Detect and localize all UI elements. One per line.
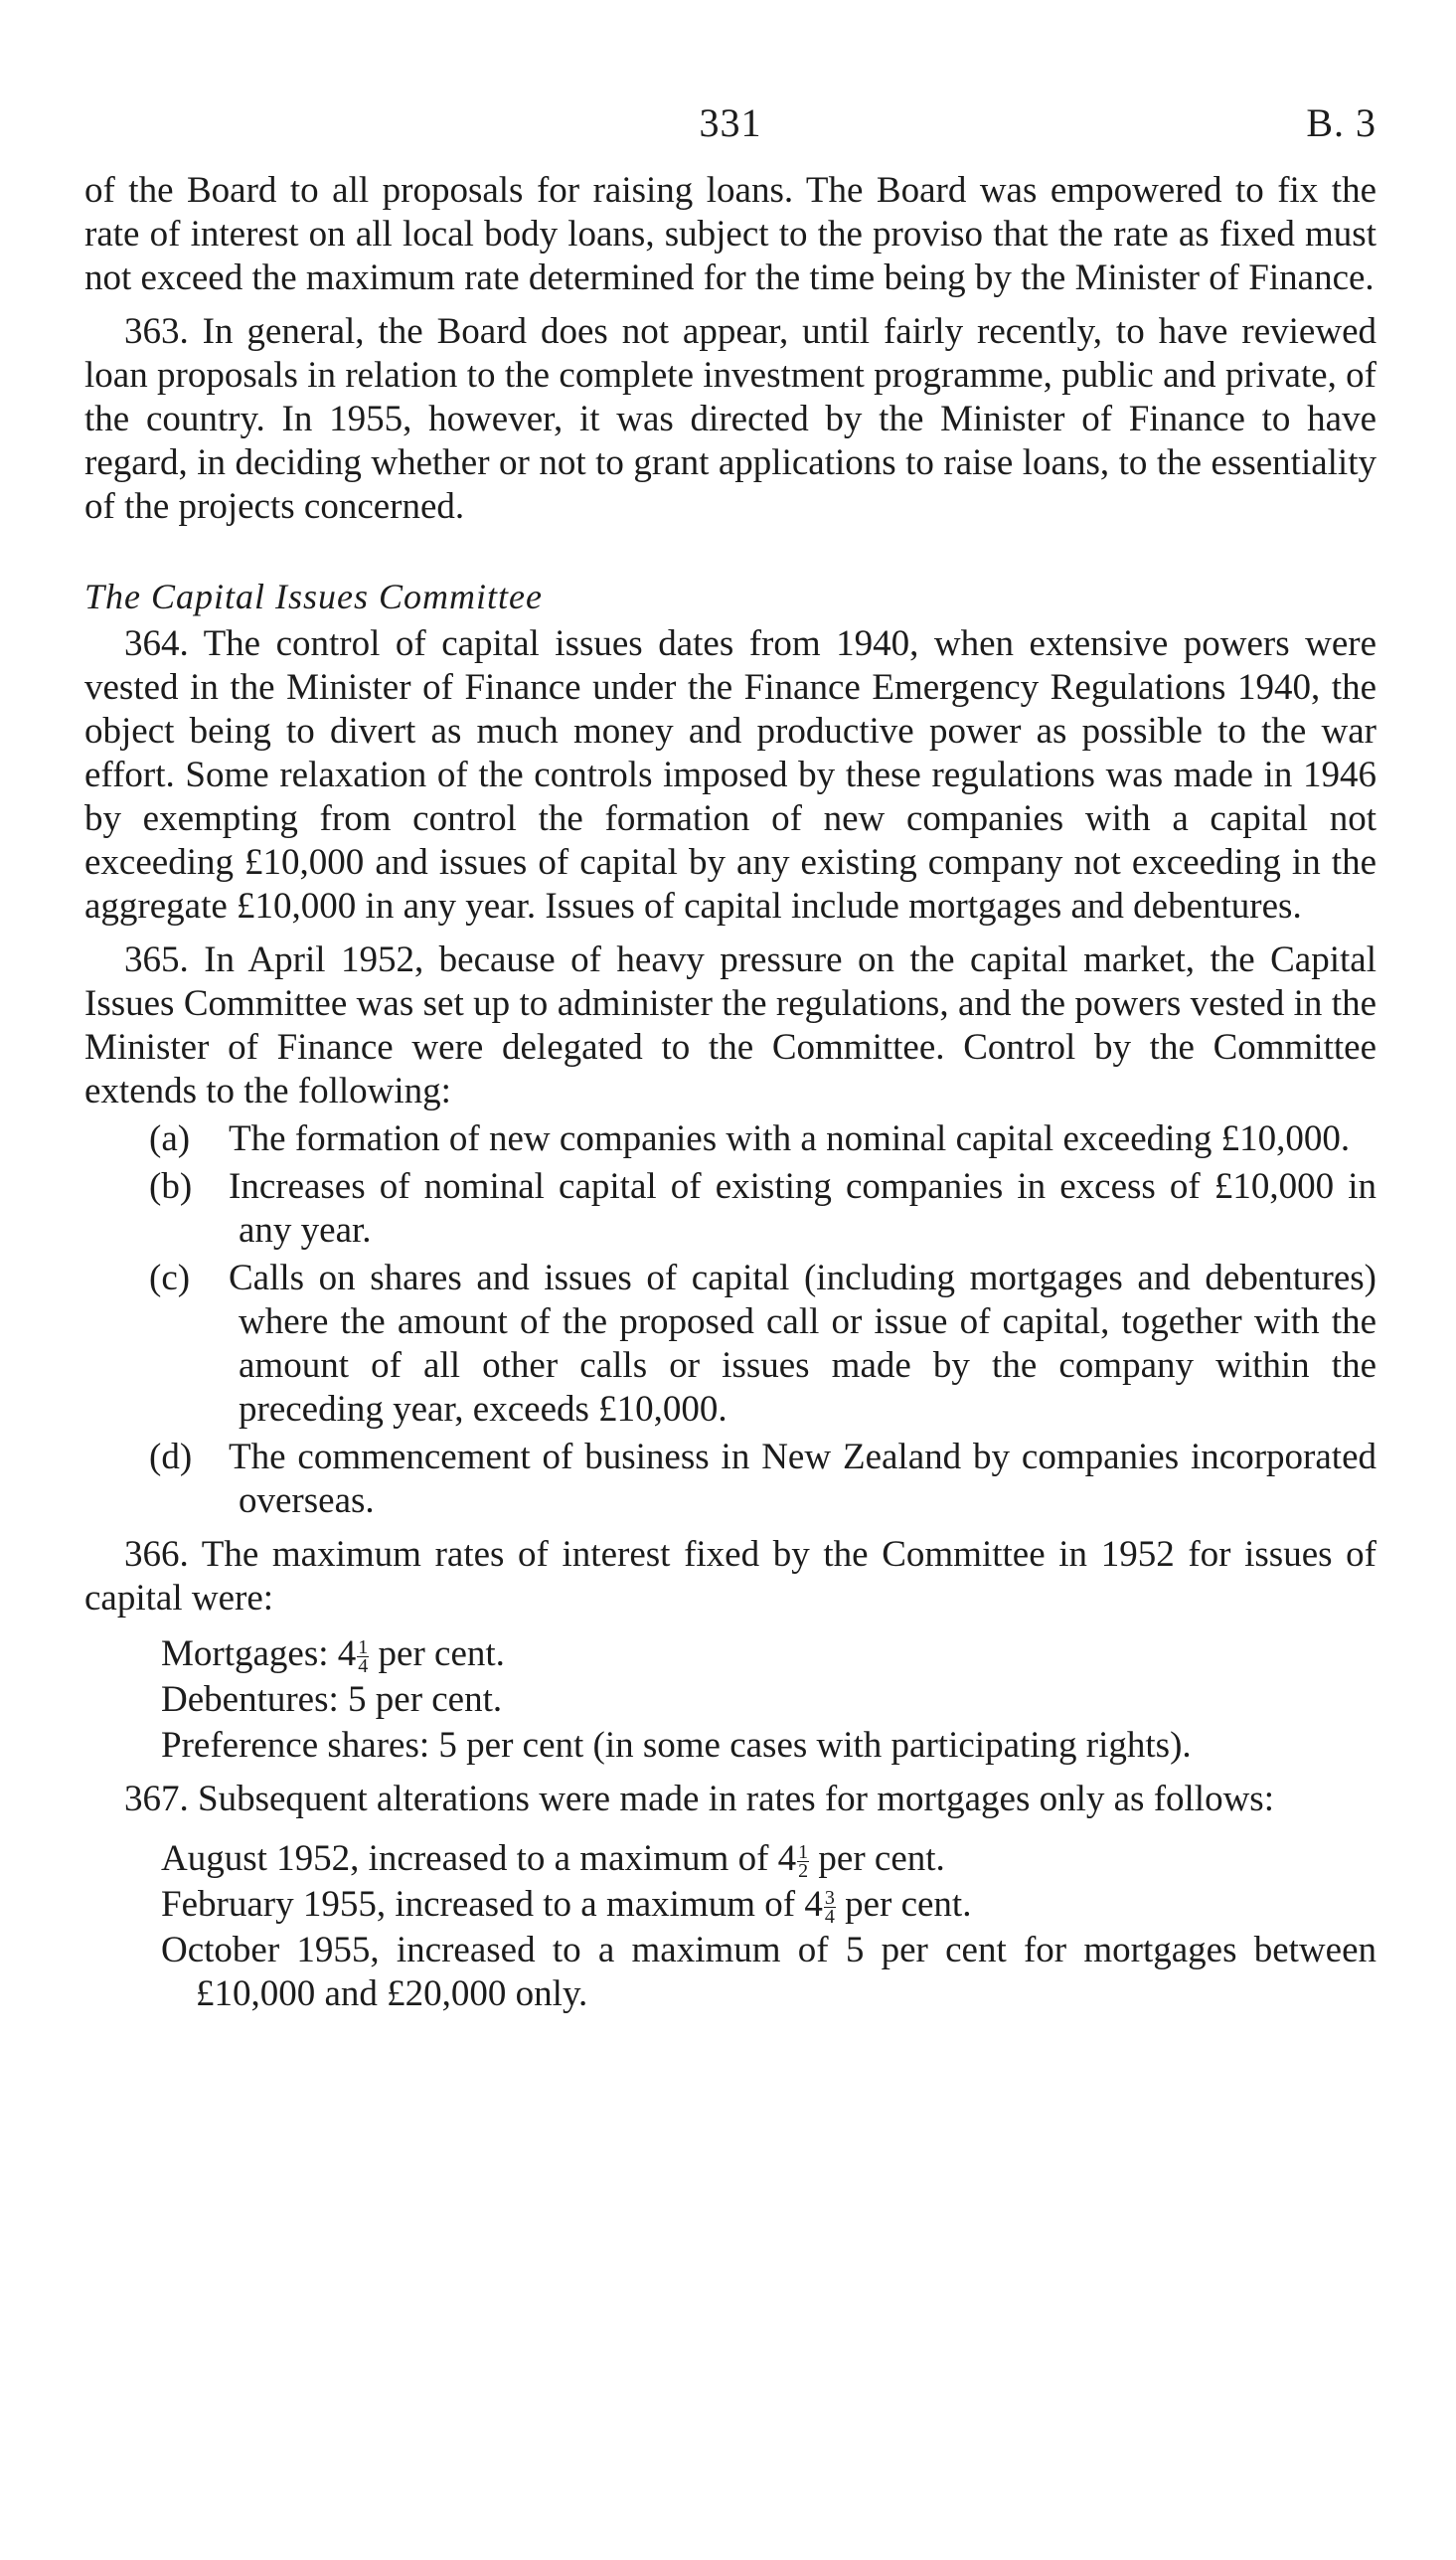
document-reference: B. 3	[1306, 100, 1376, 145]
fraction	[797, 1841, 809, 1883]
alteration-october-1955: October 1955, increased to a maximum of 5 per cent for mortgages between £10,000 and £20,000 only.	[161, 1930, 1376, 2014]
paragraph-continuation: of the Board to all proposals for raising loans. The Board was empowered to fix the rate of interest on all local body loans, subject to the proviso that the rate as fixed must not exceed the maximum rate determined for the time being by the Minister of Finance.	[84, 170, 1376, 298]
paragraph-367: 367. Subsequent alterations were made in rates for mortgages only as follows:	[124, 1779, 1274, 1819]
page-number: 331	[699, 100, 762, 145]
alteration-february-1955	[84, 1883, 1376, 1927]
list-item-text: Increases of nominal capital of existing companies in excess of £10,000 in any year.	[229, 1166, 1376, 1251]
rates-1952-list	[84, 1632, 1376, 1768]
list-item	[84, 1257, 1376, 1432]
document-page	[84, 99, 1376, 2016]
rate-mortgages	[84, 1632, 1376, 1676]
alteration-august-1952	[84, 1837, 1376, 1881]
rate-debentures: Debentures: 5 per cent.	[161, 1679, 503, 1720]
paragraph-365: 365. In April 1952, because of heavy pressure on the capital market, the Capital Issues Committee was set up to administer the regulations, and the powers vested in the Minister of Finance were delegated to the Committee. Control by the Committee extends to the following:	[84, 939, 1376, 1111]
fraction-denominator: 4	[358, 1655, 369, 1678]
rate-mortgages-suffix: per cent.	[369, 1633, 505, 1674]
paragraph-363: 363. In general, the Board does not appear, until fairly recently, to have reviewed loan proposals in relation to the complete investment programme, public and private, of the country. In 1955, however, it was directed by the Minister of Finance to have regard, in deciding whether or not to grant applications to raise loans, to the essentiality of the projects concerned.	[84, 311, 1376, 527]
rate-mortgages-prefix: Mortgages: 4	[161, 1633, 357, 1674]
alterations-list	[84, 1837, 1376, 2016]
list-item-label: (a)	[149, 1118, 191, 1159]
alteration-suffix: per cent.	[809, 1838, 945, 1879]
fraction-denominator: 2	[798, 1860, 809, 1883]
section-heading: The Capital Issues Committee	[84, 577, 543, 616]
fraction	[824, 1887, 836, 1929]
fraction-numerator: 1	[798, 1841, 809, 1864]
alteration-prefix: August 1952, increased to a maximum of 4	[161, 1838, 797, 1879]
list-item-text: The commencement of business in New Zealand by companies incorporated overseas.	[229, 1437, 1376, 1521]
list-item	[84, 1436, 1376, 1523]
paragraph-364: 364. The control of capital issues dates from 1940, when extensive powers were vested in the Minister of Finance under the Finance Emergency Regulations 1940, the object being to divert as much money and productive power as possible to the war effort. Some relaxation of the controls imposed by these regulations was made in 1946 by exempting from control the formation of new companies with a capital not exceeding £10,000 and issues of capital by any existing company not exceeding in the aggregate £10,000 in any year. Issues of capital include mortgages and debentures.	[84, 623, 1376, 927]
list-item	[84, 1117, 1376, 1161]
list-item-text: The formation of new companies with a nominal capital exceeding £10,000.	[229, 1118, 1351, 1159]
alteration-suffix: per cent.	[835, 1884, 972, 1925]
fraction-numerator: 1	[358, 1636, 369, 1659]
page-header	[84, 99, 1376, 169]
list-item-label: (b)	[149, 1166, 193, 1207]
fraction	[357, 1636, 369, 1678]
list-item-label: (d)	[149, 1437, 193, 1477]
rate-preference-shares: Preference shares: 5 per cent (in some cases with participating rights).	[161, 1725, 1192, 1766]
alteration-prefix: February 1955, increased to a maximum of 4	[161, 1884, 823, 1925]
controls-list	[84, 1117, 1376, 1523]
fraction-numerator: 3	[824, 1887, 835, 1910]
fraction-denominator: 4	[824, 1906, 835, 1929]
list-item-text: Calls on shares and issues of capital (including mortgages and debentures) where the amount of the proposed call or issue of capital, together with the amount of all other calls or issues made by the company within the preceding year, exceeds £10,000.	[229, 1258, 1376, 1430]
list-item-label: (c)	[149, 1258, 191, 1298]
paragraph-366: 366. The maximum rates of interest fixed by the Committee in 1952 for issues of capital were:	[84, 1534, 1376, 1619]
list-item	[84, 1165, 1376, 1253]
